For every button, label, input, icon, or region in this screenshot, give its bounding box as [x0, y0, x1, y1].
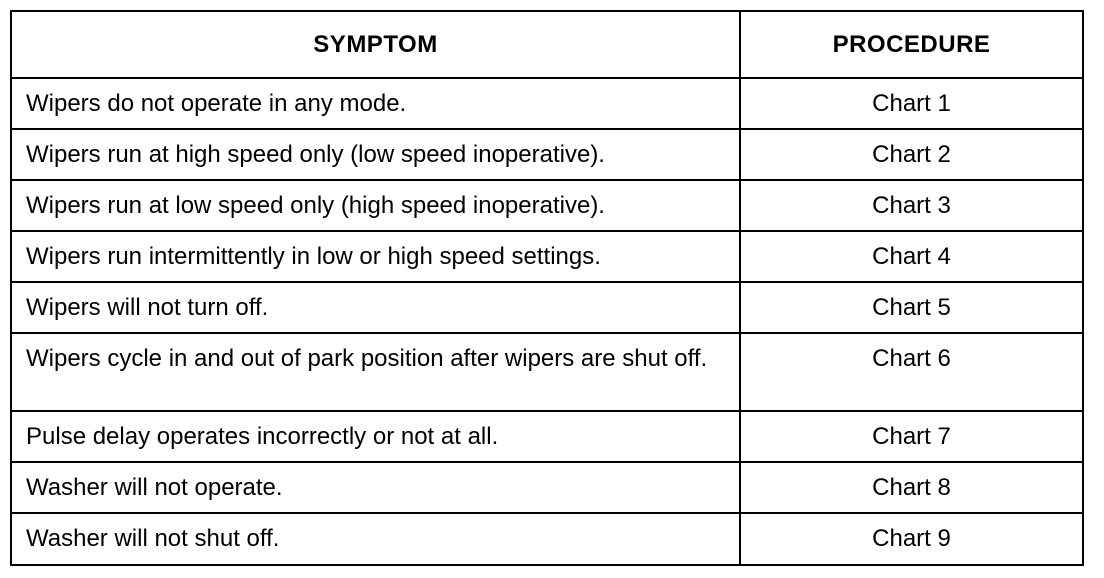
procedure-cell: Chart 2 [740, 129, 1082, 180]
procedure-cell: Chart 5 [740, 282, 1082, 333]
symptom-cell: Wipers cycle in and out of park position after wipers are shut off. [12, 333, 740, 411]
symptom-cell: Wipers run at low speed only (high speed inoperative). [12, 180, 740, 231]
table-row [12, 333, 1082, 411]
procedure-cell: Chart 6 [740, 333, 1082, 411]
procedure-column-header: PROCEDURE [740, 12, 1082, 78]
table-row [12, 180, 1082, 231]
symptom-cell: Wipers run at high speed only (low speed inoperative). [12, 129, 740, 180]
table-row [12, 513, 1082, 564]
symptom-procedure-table-frame [10, 10, 1084, 566]
table-row [12, 411, 1082, 462]
procedure-cell: Chart 4 [740, 231, 1082, 282]
procedure-cell: Chart 1 [740, 78, 1082, 129]
symptom-column-header: SYMPTOM [12, 12, 740, 78]
symptom-cell: Washer will not operate. [12, 462, 740, 513]
table-row [12, 462, 1082, 513]
symptom-procedure-table [12, 12, 1082, 564]
symptom-cell: Washer will not shut off. [12, 513, 740, 564]
table-row [12, 282, 1082, 333]
symptom-cell: Wipers will not turn off. [12, 282, 740, 333]
procedure-cell: Chart 8 [740, 462, 1082, 513]
symptom-cell: Wipers do not operate in any mode. [12, 78, 740, 129]
symptom-cell: Wipers run intermittently in low or high speed settings. [12, 231, 740, 282]
table-row [12, 129, 1082, 180]
table-row [12, 78, 1082, 129]
procedure-cell: Chart 7 [740, 411, 1082, 462]
procedure-cell: Chart 9 [740, 513, 1082, 564]
table-header-row [12, 12, 1082, 78]
symptom-cell: Pulse delay operates incorrectly or not at all. [12, 411, 740, 462]
table-row [12, 231, 1082, 282]
procedure-cell: Chart 3 [740, 180, 1082, 231]
